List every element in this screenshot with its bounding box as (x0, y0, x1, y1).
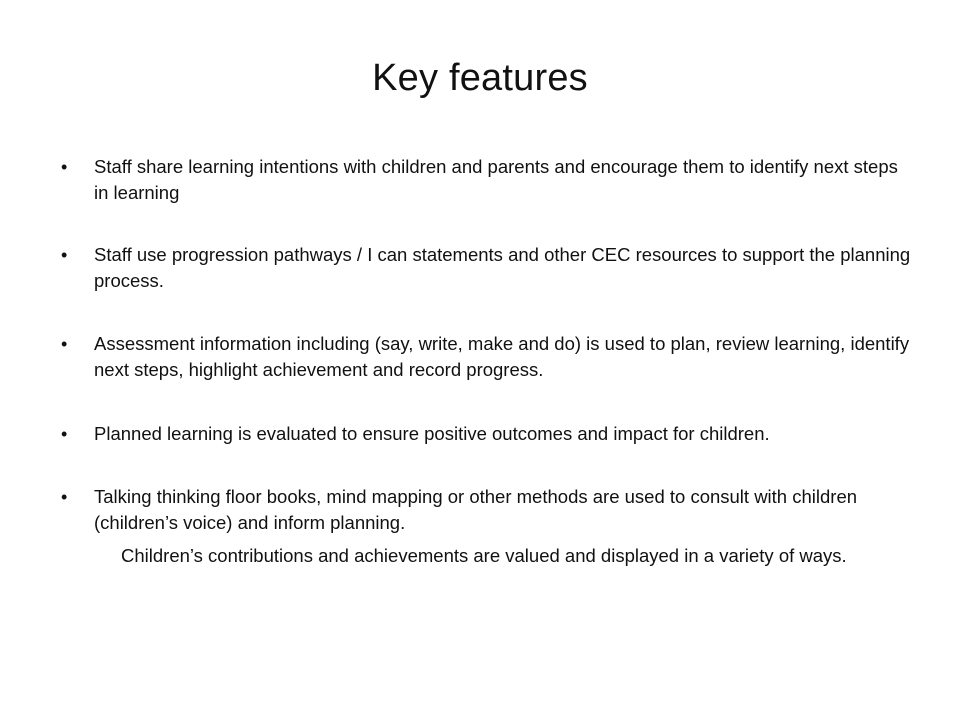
bullet-item (61, 421, 914, 447)
bullet-item (61, 331, 914, 383)
bullet-dot-icon: • (61, 157, 68, 177)
bullet-dot-icon: • (61, 424, 68, 444)
bullet-dot-icon: • (61, 487, 68, 507)
bullet-text: Planned learning is evaluated to ensure positive outcomes and impact for children. (94, 423, 770, 444)
bullet-text: Assessment information including (say, write, make and do) is used to plan, review learning, identify next steps, highlight achievement and record progress. (94, 333, 910, 380)
bullet-text: Staff use progression pathways / I can statements and other CEC resources to support the planning process. (94, 244, 911, 291)
bullet-dot-icon: • (61, 245, 68, 265)
bullet-item (61, 484, 914, 536)
bullet-text: Staff share learning intentions with children and parents and encourage them to identify next steps in learning (94, 156, 898, 203)
bullet-dot-icon: • (61, 334, 68, 354)
continuation-paragraph: Children’s contributions and achievements are valued and displayed in a variety of ways. (121, 545, 847, 566)
bullet-text: Talking thinking floor books, mind mapping or other methods are used to consult with children (children’s voice) and inform planning. (94, 486, 858, 533)
slide-title: Key features (372, 57, 588, 99)
bullet-item (61, 242, 914, 294)
bullet-item (61, 154, 914, 206)
